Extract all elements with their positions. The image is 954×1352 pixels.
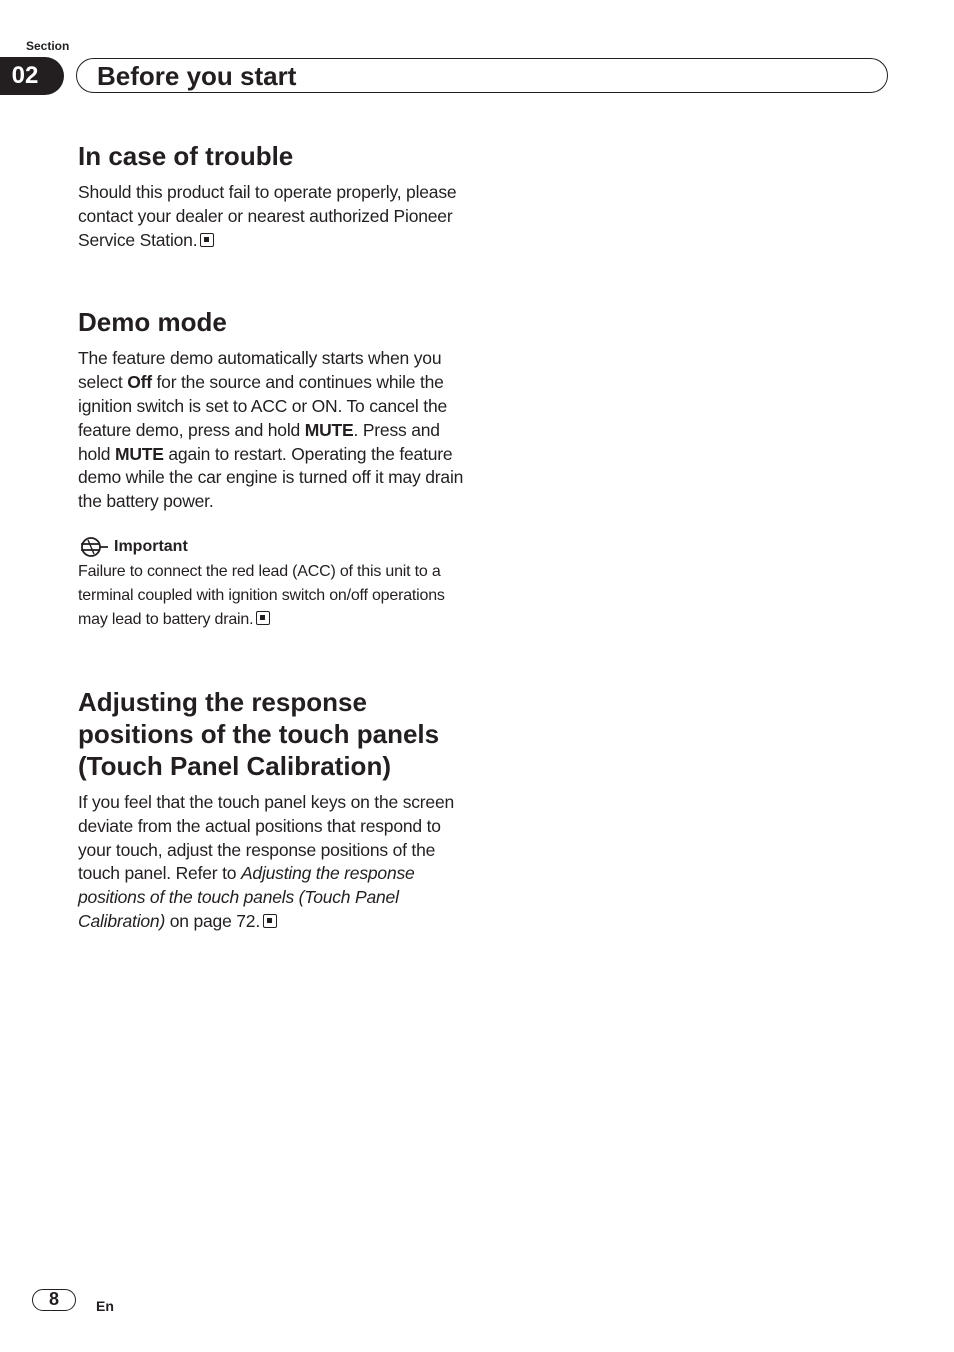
end-mark-icon [263,914,277,928]
end-mark-icon [256,611,270,625]
important-label: Important [114,537,188,555]
page-number: 8 [32,1289,76,1311]
calibration-section [78,686,468,934]
important-heading [78,536,468,558]
end-mark-icon [200,233,214,247]
language-label: En [96,1298,114,1314]
important-icon [78,536,110,558]
trouble-section [78,140,468,252]
mute-keyword: MUTE [114,443,164,464]
calibration-reference: Adjusting the response positions of the touch panels (Touch Panel Calibration) [78,863,415,931]
calibration-heading: Adjusting the response positions of the touch panels (Touch Panel Calibration) [78,686,440,781]
section-title: Before you start [97,61,297,91]
calibration-text: If you feel that the touch panel keys on the screen deviate from the actual positions that respond to your touch, adjust the response positions of the touch panel. Refer to Adjusting the response positions of the touch panels (Touch Panel Calibration) on page 72. [78,791,455,931]
page-content [78,140,468,988]
section-title-box [76,58,888,93]
important-text: Failure to connect the red lead (ACC) of this unit to a terminal coupled with ignition switch on/off operations may lead to battery drain. [78,562,445,628]
demo-text: The feature demo automatically starts when you select Off for the source and continues while the ignition switch is set to ACC or ON. To cancel the feature demo, press and hold MUTE. Press and hold MUTE again to restart. Operating the feature demo while the car engine is turned off it may drain the battery power. [78,348,464,512]
off-keyword: Off [127,372,152,393]
mute-keyword: MUTE [304,419,354,440]
trouble-heading: In case of trouble [78,141,294,171]
section-label: Section [26,39,70,53]
demo-heading: Demo mode [78,307,227,338]
demo-section [78,306,468,632]
section-number-tab [0,57,64,95]
section-number: 02 [11,62,39,89]
trouble-text: Should this product fail to operate properly, please contact your dealer or nearest authorized Pioneer Service Station. [78,182,457,250]
